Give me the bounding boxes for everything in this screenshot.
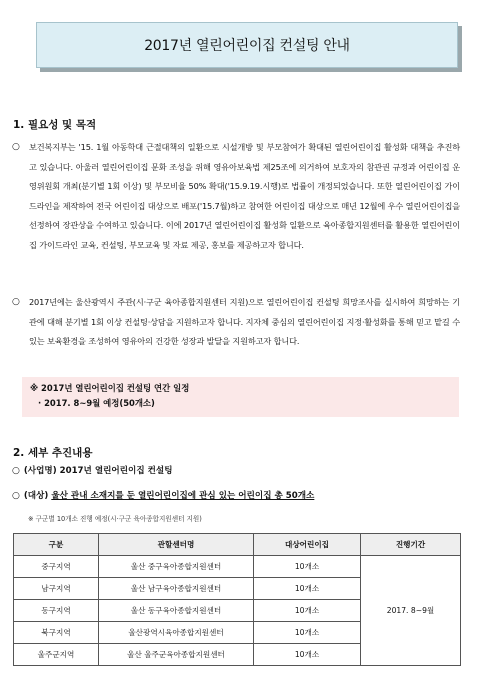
cell-count: 10개소 xyxy=(254,644,361,666)
section1-heading: 1. 필요성 및 목적 xyxy=(13,119,97,131)
cell-count: 10개소 xyxy=(254,600,361,622)
paragraph-text: 보건복지부는 '15. 1월 아동학대 근절대책의 일환으로 시설개방 및 부모참여가 확대된 열린어린이집 활성화 대책을 추진하고 있습니다. 아울러 열린어린이집 문화 조성을 위해 영유아보육법 제25조에 의거하여 보호자의 참관권 규정과 어린이집 운영위원회 개최(분기별 1회 이상) 및 부모비율 50% 확대('15.9.19.시행)로 법률이 개정되었습니다. 또한 열린어린이집 가이드라인을 제작하여 전국 어린이집 대상으로 배포('15.7월)하고 참여한 어린이집 대상으로 매년 12월에 우수 열린어린이집을 선정하여 장관상을 수여하고 있습니다. 이에 2017년 열린어린이집 활성화 일환으로 육아종합지원센터를 활용한 열린어린이집 가이드라인 교육, 컨설팅, 부모교육 및 자료 제공, 홍보를 제공하고자 합니다. xyxy=(29,142,460,250)
section1-paragraph-2 xyxy=(12,293,460,352)
cell-center: 울산 동구육아종합지원센터 xyxy=(99,600,254,622)
cell-center: 울산 남구육아종합지원센터 xyxy=(99,578,254,600)
district-note: ※ 구군별 10개소 진행 예정(시·구군 육아종합지원센터 지원) xyxy=(28,515,202,523)
target-line xyxy=(12,489,314,501)
paragraph-text: 2017년에는 울산광역시 주관(시·구군 육아종합지원센터 지원)으로 열린어린이집 컨설팅 희망조사를 실시하여 희망하는 기관에 대해 분기별 1회 이상 컨설팅·상담을 지원하고자 합니다. 지자체 중심의 열린어린이집 지정·활성화를 통해 믿고 맡길 수 있는 보육환경을 조성하여 영유아의 건강한 성장과 발달을 지원하고자 합니다. xyxy=(29,297,460,346)
schedule-notice-box xyxy=(22,377,459,417)
cell-center: 울산 울주군육아종합지원센터 xyxy=(99,644,254,666)
target-text: 울산 관내 소재지를 둔 열린어린이집에 관심 있는 어린이집 총 50개소 xyxy=(51,491,315,501)
cell-region: 동구지역 xyxy=(14,600,99,622)
table-header-row xyxy=(14,534,461,556)
cell-center: 울산광역시육아종합지원센터 xyxy=(99,622,254,644)
bullet-circle-icon: ○ xyxy=(12,466,20,476)
cell-region: 중구지역 xyxy=(14,556,99,578)
header-division: 구분 xyxy=(14,534,99,556)
cell-center: 울산 중구육아종합지원센터 xyxy=(99,556,254,578)
header-center: 관할센터명 xyxy=(99,534,254,556)
schedule-notice-title: ※ 2017년 열린어린이집 컨설팅 연간 일정 xyxy=(30,383,190,393)
bullet-circle-icon: ○ xyxy=(12,142,20,152)
cell-count: 10개소 xyxy=(254,578,361,600)
bullet-circle-icon: ○ xyxy=(12,491,20,501)
section1-paragraph-1 xyxy=(12,138,460,255)
schedule-notice-detail: · 2017. 8~9월 예정(50개소) xyxy=(38,398,155,408)
header-period: 진행기간 xyxy=(361,534,461,556)
cell-count: 10개소 xyxy=(254,622,361,644)
cell-region: 북구지역 xyxy=(14,622,99,644)
document-title-box xyxy=(36,22,458,68)
cell-region: 남구지역 xyxy=(14,578,99,600)
bullet-circle-icon: ○ xyxy=(12,297,20,307)
consulting-table xyxy=(13,533,461,666)
project-name-text: (사업명) 2017년 열린어린이집 컨설팅 xyxy=(23,466,173,476)
section2-heading: 2. 세부 추진내용 xyxy=(13,447,93,459)
target-prefix: (대상) xyxy=(23,491,52,501)
project-name-line xyxy=(12,464,173,476)
cell-region: 울주군지역 xyxy=(14,644,99,666)
header-target: 대상어린이집 xyxy=(254,534,361,556)
cell-count: 10개소 xyxy=(254,556,361,578)
cell-period: 2017. 8~9월 xyxy=(361,556,461,666)
document-title: 2017년 열린어린이집 컨설팅 안내 xyxy=(144,38,350,54)
table-row xyxy=(14,556,461,578)
